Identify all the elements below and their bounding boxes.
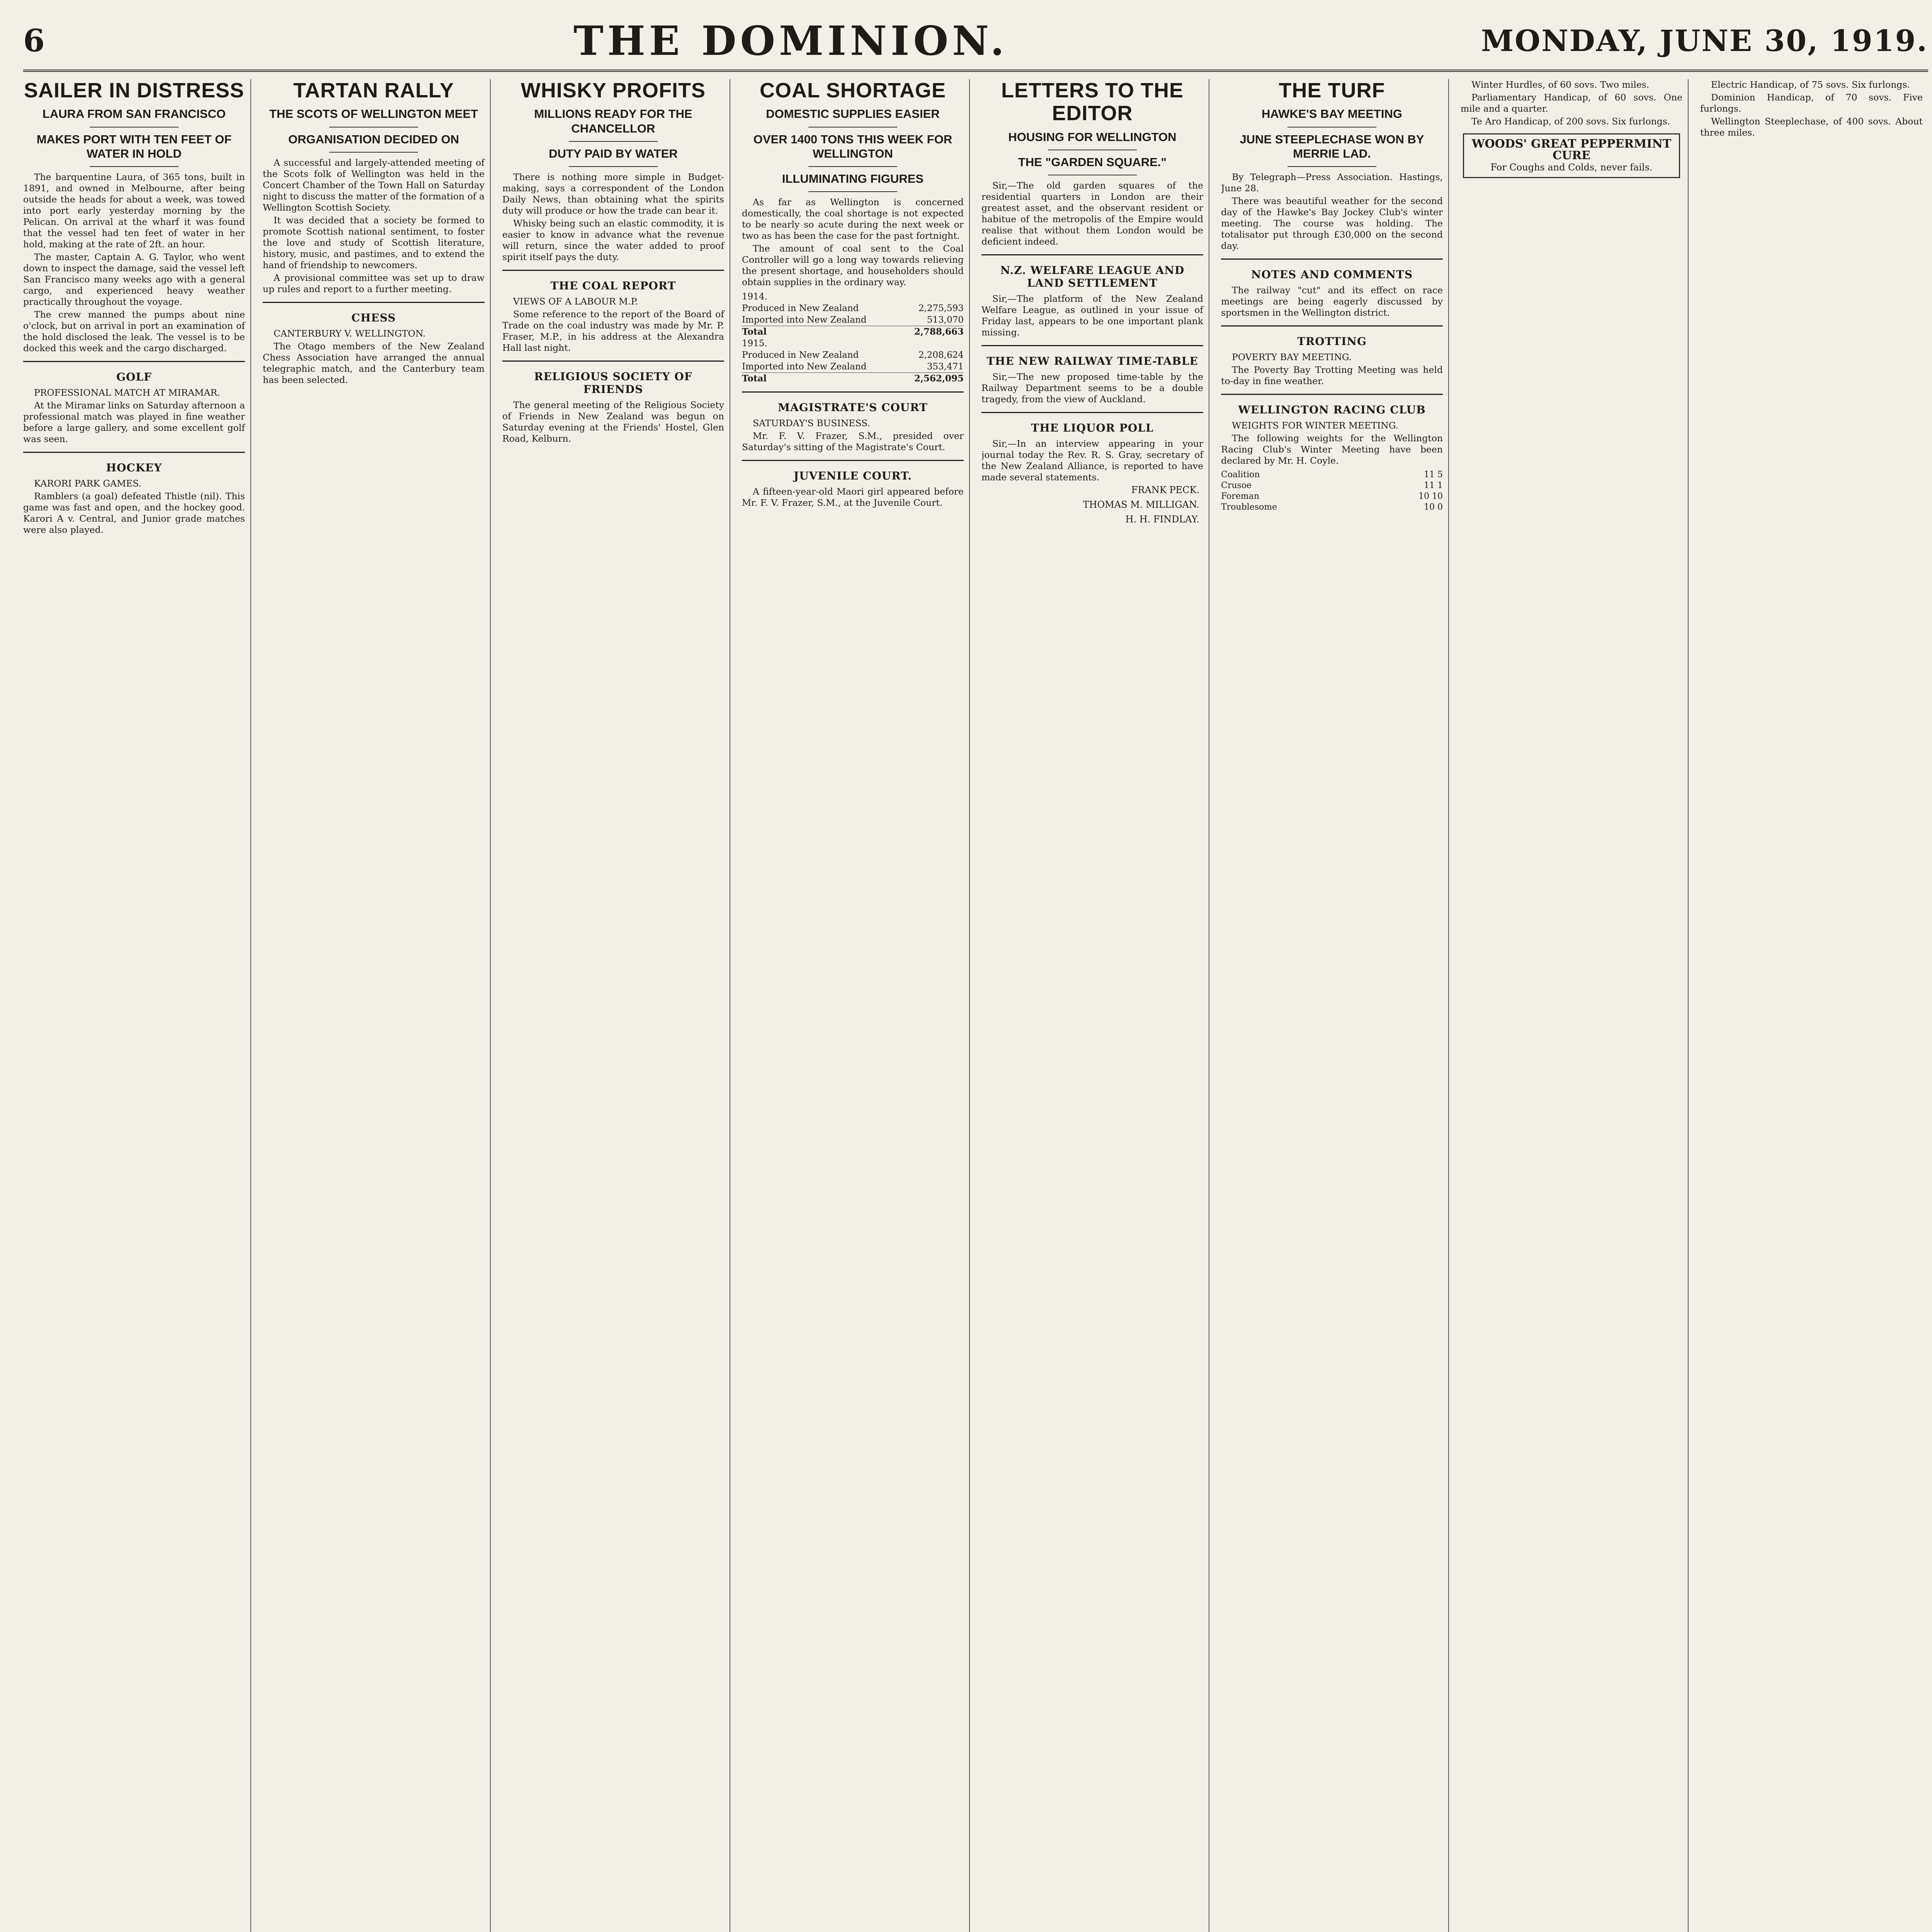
section-divider bbox=[981, 412, 1203, 413]
article-paragraph: The amount of coal sent to the Coal Controller will go a long way towards relieving the present shortage, and householders should obtain supplies in the ordinary way. bbox=[742, 243, 964, 288]
column-headline: SAILER IN DISTRESS bbox=[24, 79, 245, 102]
coal-figures-table bbox=[742, 291, 964, 384]
article-paragraph: Some reference to the report of the Board of Trade on the coal industry was made by Mr. P. Fraser, M.P., in his address at the Alexandra Hall last night. bbox=[502, 308, 724, 353]
article-headline: N.Z. WELFARE LEAGUE AND LAND SETTLEMENT bbox=[1000, 264, 1185, 290]
letter-signature: THOMAS M. MILLIGAN. bbox=[1083, 499, 1199, 510]
article-paragraph: Sir,—The old garden squares of the residential quarters in London are their greatest asset, and the observant resident or habitue of the metropolis of the Empire would realise that without them London would be deficient indeed. bbox=[981, 180, 1203, 247]
section-divider bbox=[742, 460, 964, 461]
section-divider bbox=[569, 166, 658, 167]
article-headline: THE NEW RAILWAY TIME-TABLE bbox=[986, 355, 1198, 368]
article-paragraph: Sir,—The platform of the New Zealand Welfare League, as outlined in your issue of Friday last, appears to be one important plank missing. bbox=[981, 293, 1203, 338]
section-divider bbox=[329, 127, 418, 128]
article-paragraph: The crew manned the pumps about nine o'clock, but on arrival in port an examination of the hold disclosed the leak. The vessel is to be docked this week and the cargo discharged. bbox=[23, 309, 245, 354]
article-paragraph: SATURDAY'S BUSINESS. bbox=[753, 418, 870, 429]
article bbox=[981, 254, 1203, 338]
article bbox=[981, 180, 1203, 247]
article bbox=[1221, 259, 1443, 318]
article-paragraph: WEIGHTS FOR WINTER MEETING. bbox=[1232, 420, 1399, 431]
article-headline: TROTTING bbox=[1297, 335, 1367, 348]
article-headline: THE LIQUOR POLL bbox=[1031, 422, 1154, 435]
section-divider bbox=[1287, 166, 1376, 167]
columns bbox=[23, 79, 1928, 1932]
article-paragraph: Ramblers (a goal) defeated Thistle (nil). This game was fast and open, and the hockey good. Karori A v. Central, and Junior grade matches were also played. bbox=[23, 490, 245, 535]
section-divider bbox=[569, 141, 658, 142]
section-divider bbox=[808, 166, 897, 167]
article-paragraph: By Telegraph—Press Association. Hastings, June 28. bbox=[1221, 171, 1443, 194]
paper-name: THE DOMINION. bbox=[573, 17, 1008, 65]
article-paragraph: A successful and largely-attended meeting of the Scots folk of Wellington was held in the Concert Chamber of the Town Hall on Saturday night to discuss the matter of the formation of a Wellington Scottish Society. bbox=[263, 157, 485, 213]
article-paragraph: The master, Captain A. G. Taylor, who went down to inspect the damage, said the vessel left San Francisco many weeks ago with a general cargo, and experienced heavy weather practically throughout the voyage. bbox=[23, 251, 245, 307]
column-subhead: DOMESTIC SUPPLIES EASIER bbox=[766, 107, 940, 121]
race-result-row bbox=[1221, 491, 1443, 502]
article-paragraph: Winter Hurdles, of 60 sovs. Two miles. bbox=[1471, 79, 1650, 90]
letter-signature: H. H. FINDLAY. bbox=[1125, 514, 1199, 525]
article-headline: CHESS bbox=[351, 311, 396, 324]
column-headline: THE TURF bbox=[1279, 79, 1385, 102]
article bbox=[502, 172, 724, 263]
race-result-row bbox=[1221, 502, 1443, 513]
table-value: 2,275,593 bbox=[918, 303, 964, 314]
table-label: 1914. bbox=[742, 292, 767, 302]
section-divider bbox=[502, 270, 724, 271]
race-result-row bbox=[1221, 480, 1443, 491]
table-row bbox=[742, 372, 964, 384]
table-label: Produced in New Zealand bbox=[742, 303, 859, 314]
table-label: Produced in New Zealand bbox=[742, 350, 859, 361]
article-paragraph: Te Aro Handicap, of 200 sovs. Six furlongs. bbox=[1471, 116, 1670, 127]
article-paragraph: VIEWS OF A LABOUR M.P. bbox=[513, 296, 638, 307]
article-paragraph: The barquentine Laura, of 365 tons, built in 1891, and owned in Melbourne, after being outside the heads for about a week, was towed into port early yesterday morning by the Pelican. On arrival at the wharf it was found that the vessel had ten feet of water in her hold, making at the rate of 2ft. an hour. bbox=[23, 171, 245, 250]
horse-name: Foreman bbox=[1221, 491, 1259, 501]
advertisement bbox=[1463, 133, 1680, 178]
table-value: 513,070 bbox=[927, 315, 964, 325]
race-results bbox=[1221, 469, 1443, 513]
section-divider bbox=[23, 361, 245, 362]
article bbox=[1221, 394, 1443, 466]
article-paragraph: There is nothing more simple in Budget-making, says a correspondent of the London Daily News, than obtaining what the spirits duty will produce or how the trade can bear it. bbox=[502, 171, 724, 216]
section-divider bbox=[90, 127, 179, 128]
table-row bbox=[742, 303, 964, 314]
article-paragraph: Whisky being such an elastic commodity, it is easier to know in advance what the revenue will return, since the water added to proof spirit itself pays the duty. bbox=[502, 218, 724, 262]
column-subhead: HOUSING FOR WELLINGTON bbox=[1008, 130, 1177, 144]
issue-date: MONDAY, JUNE 30, 1919. bbox=[1481, 23, 1928, 58]
section-divider bbox=[981, 345, 1203, 346]
column-7 bbox=[1461, 79, 1689, 1932]
article bbox=[981, 345, 1203, 405]
article-paragraph: A fifteen-year-old Maori girl appeared before Mr. F. V. Frazer, S.M., at the Juvenile Court. bbox=[742, 486, 964, 509]
column-subhead: ORGANISATION DECIDED ON bbox=[288, 132, 459, 146]
ad-title: WOODS' GREAT PEPPERMINT CURE bbox=[1471, 137, 1672, 162]
column-headline: LETTERS TO THE EDITOR bbox=[1001, 79, 1184, 125]
column-subhead: JUNE STEEPLECHASE WON BY MERRIE LAD. bbox=[1240, 132, 1424, 160]
ad-text: For Coughs and Colds, never fails. bbox=[1490, 162, 1653, 173]
section-divider bbox=[329, 152, 418, 153]
article-paragraph: The following weights for the Wellington Racing Club's Winter Meeting have been declared by Mr. H. Coyle. bbox=[1221, 432, 1443, 466]
horse-name: Crusoe bbox=[1221, 480, 1252, 490]
article-paragraph: The Poverty Bay Trotting Meeting was held to-day in fine weather. bbox=[1221, 364, 1443, 386]
article bbox=[23, 361, 245, 445]
section-divider bbox=[1221, 325, 1443, 327]
column-subhead: MILLIONS READY FOR THE CHANCELLOR bbox=[534, 107, 692, 135]
column-subhead: HAWKE'S BAY MEETING bbox=[1262, 107, 1402, 121]
article-paragraph: The Otago members of the New Zealand Chess Association have arranged the annual telegraphic match, and the Canterbury team has been selected. bbox=[263, 340, 485, 385]
column-4 bbox=[742, 79, 970, 1932]
column-2 bbox=[263, 79, 491, 1932]
table-value: 2,208,624 bbox=[918, 350, 964, 361]
article-headline: NOTES AND COMMENTS bbox=[1251, 268, 1413, 281]
article bbox=[23, 452, 245, 536]
article bbox=[23, 172, 245, 354]
column-3 bbox=[502, 79, 730, 1932]
column-subhead: THE "GARDEN SQUARE." bbox=[1018, 155, 1167, 169]
horse-weight: 11 1 bbox=[1424, 480, 1443, 490]
table-row bbox=[742, 349, 964, 361]
column-6 bbox=[1221, 79, 1449, 1932]
article bbox=[1221, 325, 1443, 387]
column-8 bbox=[1700, 79, 1928, 1932]
masthead bbox=[23, 12, 1928, 72]
page-number: 6 bbox=[23, 22, 45, 59]
article-paragraph: Dominion Handicap, of 70 sovs. Five furlongs. bbox=[1700, 92, 1923, 114]
column-headline: WHISKY PROFITS bbox=[520, 79, 706, 102]
table-label: Total bbox=[742, 373, 767, 384]
article bbox=[1700, 79, 1923, 138]
table-row bbox=[742, 314, 964, 326]
article-paragraph: The railway "cut" and its effect on race meetings are being eagerly discussed by sportsmen in the Wellington district. bbox=[1221, 284, 1443, 318]
article bbox=[502, 270, 724, 354]
section-divider bbox=[263, 302, 485, 303]
article-headline: MAGISTRATE'S COURT bbox=[778, 401, 928, 414]
section-divider bbox=[808, 191, 897, 192]
article-paragraph: CANTERBURY V. WELLINGTON. bbox=[274, 328, 426, 339]
article-paragraph: At the Miramar links on Saturday afternoon a professional match was played in fine weather before a large gallery, and some excellent golf was seen. bbox=[23, 400, 245, 444]
table-row bbox=[742, 361, 964, 372]
table-row bbox=[742, 338, 964, 349]
column-subhead: THE SCOTS OF WELLINGTON MEET bbox=[269, 107, 478, 121]
table-value: 353,471 bbox=[927, 362, 964, 372]
table-row bbox=[742, 291, 964, 303]
article-paragraph: The general meeting of the Religious Society of Friends in New Zealand was begun on Saturday evening at the Friends' Hostel, Glen Road, Kelburn. bbox=[502, 399, 724, 444]
table-label: Imported into New Zealand bbox=[742, 315, 867, 325]
article bbox=[742, 197, 964, 288]
article-paragraph: Sir,—In an interview appearing in your journal today the Rev. R. S. Gray, secretary of the New Zealand Alliance, is reported to have made several statements. bbox=[981, 438, 1203, 483]
section-divider bbox=[1221, 394, 1443, 395]
table-value: 2,562,095 bbox=[914, 373, 964, 384]
race-result-row bbox=[1221, 469, 1443, 480]
column-subhead: LAURA FROM SAN FRANCISCO bbox=[42, 107, 226, 121]
article-headline: THE COAL REPORT bbox=[550, 279, 676, 292]
article-paragraph: POVERTY BAY MEETING. bbox=[1232, 351, 1352, 362]
section-divider bbox=[1287, 127, 1376, 128]
article bbox=[502, 361, 724, 444]
horse-weight: 10 10 bbox=[1418, 491, 1443, 501]
article bbox=[981, 412, 1203, 483]
article-paragraph: There was beautiful weather for the second day of the Hawke's Bay Jockey Club's winter meeting. The course was holding. The totalisator put through £30,000 on the second day. bbox=[1221, 195, 1443, 251]
article-paragraph: Sir,—The new proposed time-table by the Railway Department seems to be a double tragedy, from the view of Auckland. bbox=[981, 371, 1203, 405]
article-headline: WELLINGTON RACING CLUB bbox=[1238, 403, 1426, 416]
table-label: Imported into New Zealand bbox=[742, 362, 867, 372]
article-paragraph: A provisional committee was set up to draw up rules and report to a further meeting. bbox=[263, 272, 485, 294]
article-paragraph: KARORI PARK GAMES. bbox=[34, 478, 142, 489]
section-divider bbox=[23, 452, 245, 453]
article-headline: RELIGIOUS SOCIETY OF FRIENDS bbox=[534, 370, 692, 396]
section-divider bbox=[502, 361, 724, 362]
horse-name: Troublesome bbox=[1221, 502, 1277, 512]
section-divider bbox=[742, 391, 964, 393]
article-paragraph: Electric Handicap, of 75 sovs. Six furlongs. bbox=[1711, 79, 1910, 90]
article-headline: GOLF bbox=[116, 370, 152, 383]
article bbox=[263, 302, 485, 386]
article-paragraph: Parliamentary Handicap, of 60 sovs. One mile and a quarter. bbox=[1461, 92, 1682, 114]
article bbox=[742, 391, 964, 453]
article-paragraph: Mr. F. V. Frazer, S.M., presided over Saturday's sitting of the Magistrate's Court. bbox=[742, 430, 964, 453]
letter-signature: FRANK PECK. bbox=[1131, 485, 1199, 496]
section-divider bbox=[808, 127, 897, 128]
table-label: 1915. bbox=[742, 338, 767, 349]
article-paragraph: Wellington Steeplechase, of 400 sovs. About three miles. bbox=[1700, 116, 1923, 138]
horse-name: Coalition bbox=[1221, 469, 1260, 480]
column-headline: COAL SHORTAGE bbox=[759, 79, 946, 102]
table-row bbox=[742, 326, 964, 338]
article-paragraph: PROFESSIONAL MATCH AT MIRAMAR. bbox=[34, 387, 220, 398]
article bbox=[1221, 172, 1443, 252]
article-headline: HOCKEY bbox=[106, 461, 162, 474]
section-divider bbox=[981, 254, 1203, 255]
horse-weight: 11 5 bbox=[1424, 469, 1443, 480]
article bbox=[263, 157, 485, 295]
article-paragraph: As far as Wellington is concerned domestically, the coal shortage is not expected to be nearly so acute during the next week or two as has been the case for the past fortnight. bbox=[742, 197, 964, 242]
column-subhead: DUTY PAID BY WATER bbox=[549, 146, 678, 160]
section-divider bbox=[90, 166, 179, 167]
horse-weight: 10 0 bbox=[1424, 502, 1443, 512]
column-headline: TARTAN RALLY bbox=[293, 79, 454, 102]
section-divider bbox=[1221, 259, 1443, 260]
article bbox=[1461, 79, 1682, 127]
column-subhead: OVER 1400 TONS THIS WEEK FOR WELLINGTON bbox=[753, 132, 952, 160]
table-value: 2,788,663 bbox=[914, 327, 964, 337]
column-subhead: ILLUMINATING FIGURES bbox=[782, 172, 924, 185]
column-1 bbox=[23, 79, 251, 1932]
article-paragraph: It was decided that a society be formed to promote Scottish national sentiment, to foster the love and study of Scottish literature, history, music, and pastimes, and to extend the hand of friendship to newcomers. bbox=[263, 214, 485, 270]
table-label: Total bbox=[742, 327, 767, 337]
article bbox=[742, 460, 964, 509]
column-subhead: MAKES PORT WITH TEN FEET OF WATER IN HOLD bbox=[36, 132, 232, 160]
article-headline: JUVENILE COURT. bbox=[793, 469, 912, 483]
column-5 bbox=[981, 79, 1209, 1932]
